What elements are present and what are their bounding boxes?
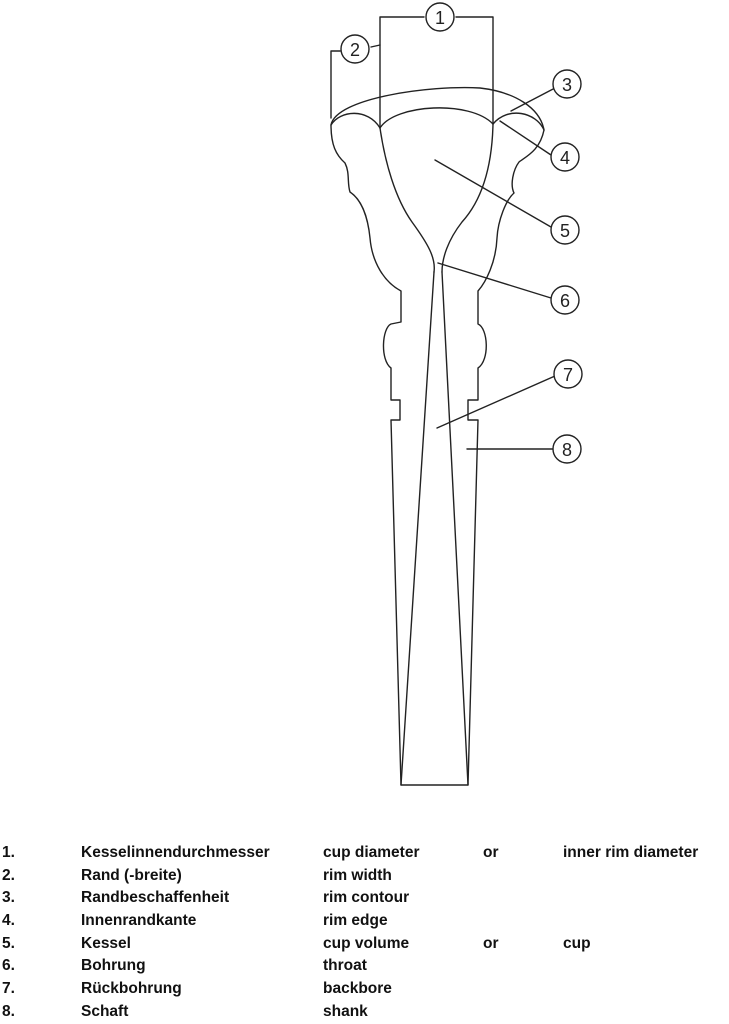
callout-number-6: 6 <box>559 291 571 311</box>
rim-scallop-left <box>331 113 380 128</box>
cup-inner-left <box>380 128 434 272</box>
legend-row <box>0 933 729 956</box>
callout-number-1: 1 <box>434 8 446 28</box>
legend-alternate-term: cup <box>563 934 591 952</box>
legend-english-term: rim edge <box>323 912 388 930</box>
legend-number: 7. <box>2 980 15 998</box>
leader-5 <box>435 160 551 227</box>
legend-row <box>0 887 729 910</box>
callout-number-7: 7 <box>562 365 574 385</box>
legend-or: or <box>483 934 499 952</box>
callout-number-5: 5 <box>559 221 571 241</box>
cup-inner-right <box>442 124 493 272</box>
callout-number-8: 8 <box>561 440 573 460</box>
legend-german-term: Innenrandkante <box>81 912 197 930</box>
legend-english-term: backbore <box>323 980 392 998</box>
legend-number: 6. <box>2 957 15 975</box>
legend-alternate-term: inner rim diameter <box>563 844 699 861</box>
legend-row <box>0 1001 729 1024</box>
legend-row <box>0 955 729 978</box>
legend-english-term: cup volume <box>323 934 410 952</box>
legend-number: 1. <box>2 844 15 861</box>
legend-german-term: Bohrung <box>81 957 146 975</box>
legend-number: 3. <box>2 889 15 907</box>
legend-german-term: Randbeschaffenheit <box>81 889 230 907</box>
backbore-left <box>401 272 434 785</box>
rim-scallop-inner <box>380 108 493 128</box>
legend-german-term: Rückbohrung <box>81 980 182 998</box>
legend-english-term: throat <box>323 957 367 975</box>
callout-number-2: 2 <box>349 40 361 60</box>
legend-table <box>0 842 729 1024</box>
legend-number: 2. <box>2 866 15 884</box>
legend-german-term: Rand (-breite) <box>81 866 182 884</box>
mouthpiece-outline <box>331 88 544 785</box>
legend-number: 4. <box>2 912 15 930</box>
legend-row <box>0 865 729 888</box>
legend-or: or <box>483 844 499 861</box>
legend-number: 8. <box>2 1002 15 1020</box>
legend-number: 5. <box>2 934 15 952</box>
legend-english-term: rim width <box>323 866 392 884</box>
legend-english-term: rim contour <box>323 889 410 907</box>
bracket-cup-diameter <box>380 17 493 128</box>
callout-number-3: 3 <box>561 75 573 95</box>
legend-english-term: cup diameter <box>323 844 420 861</box>
legend-english-term: shank <box>323 1002 368 1020</box>
legend-german-term: Kesselinnendurchmesser <box>81 844 270 861</box>
leader-6 <box>438 263 551 298</box>
backbore-right <box>442 272 468 785</box>
legend-row <box>0 842 729 865</box>
legend-german-term: Kessel <box>81 934 131 952</box>
legend-german-term: Schaft <box>81 1002 129 1020</box>
legend-row <box>0 978 729 1001</box>
callout-number-4: 4 <box>559 148 571 168</box>
leader-7 <box>437 376 555 428</box>
legend-row <box>0 910 729 933</box>
